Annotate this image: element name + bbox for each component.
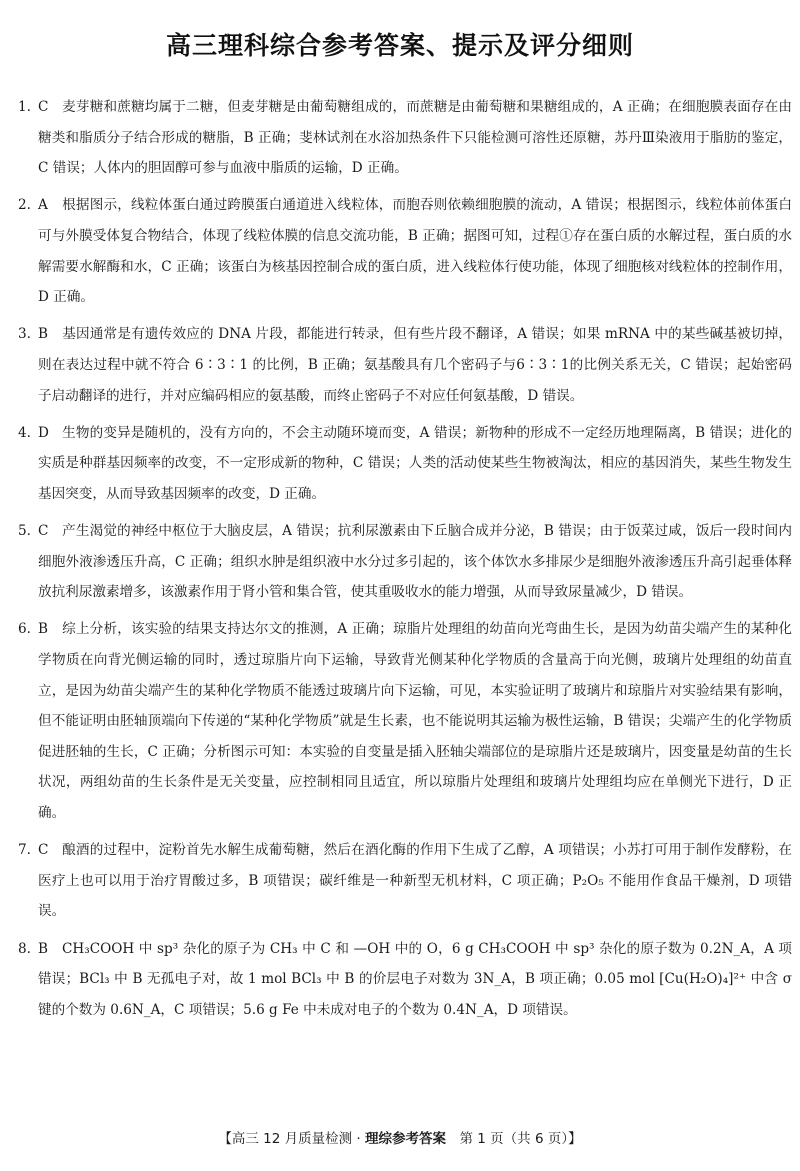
question-number: 5. [18,523,31,540]
answer-item-6 [18,614,792,828]
question-number: 8. [18,940,31,957]
explanation-text: 生物的变异是随机的，没有方向的，不会主动随环境而变，A 错误；新物种的形成不一定经历地理隔离，B 错误；进化的实质是种群基因频率的改变，不一定形成新的物种，C 错误；人类的活动使某些生物被淘汰，相应的基因消失，某些生物发生基因突变，从而导致基因频率的改变，D 正确。 [38,424,792,502]
answer-item-7 [18,835,792,927]
answer-item-1 [18,92,792,184]
explanation-text: 麦芽糖和蔗糖均属于二糖，但麦芽糖是由葡萄糖组成的，而蔗糖是由葡萄糖和果糖组成的，A 正确；在细胞膜表面存在由糖类和脂质分子结合形成的糖脂，B 正确；斐林试剂在水浴加热条件下只能检测可溶性还原糖，苏丹Ⅲ染液用于脂肪的鉴定，C 错误；人体内的胆固醇可参与血液中脂质的运输，D 正确。 [38,99,792,177]
answer-choice: C [38,842,49,859]
answer-item-4 [18,418,792,510]
answer-choice: C [38,99,49,115]
question-number: 6. [18,621,31,638]
explanation-text: 综上分析，该实验的结果支持达尔文的推测，A 正确；琼脂片处理组的幼苗向光弯曲生长，是因为幼苗尖端产生的某种化学物质在向背光侧运输的同时，透过琼脂片向下运输，导致背光侧某种化学物质的含量高于向光侧，玻璃片处理组的幼苗直立，是因为幼苗尖端产生的某种化学物质不能透过玻璃片向下运输，可见，本实验证明了玻璃片和琼脂片对实验结果有影响，但不能证明由胚轴顶端向下传递的“某种化学物质”就是生长素，也不能说明其运输为极性运输，B 错误；尖端产生的化学物质促进胚轴的生长，C 正确；分析图示可知：本实验的自变量是插入胚轴尖端部位的是琼脂片还是玻璃片，因变量是幼苗的生长状况，两组幼苗的生长条件是无关变量，应控制相同且适宜，所以琼脂片处理组和玻璃片处理组均应在单侧光下进行，D 正确。 [38,621,792,822]
answer-choice: C [38,523,49,540]
answer-list [18,92,792,1032]
explanation-text: 基因通常是有遗传效应的 DNA 片段，都能进行转录，但有些片段不翻译，A 错误；如果 mRNA 中的某些碱基被切掉，则在表达过程中就不符合 6∶3∶1 的比例，B 正确；氨基酸具有几个密码子与6∶3∶1的比例关系无关，C 错误；起始密码子启动翻译的进行，并对应编码相应的氨基酸，而终止密码子不对应任何氨基酸，D 错误。 [38,326,792,404]
answer-choice: B [38,326,48,343]
answer-choice: B [38,621,48,638]
explanation-text: 酿酒的过程中，淀粉首先水解生成葡萄糖，然后在酒化酶的作用下生成了乙醇，A 项错误；小苏打可用于制作发酵粉，在医疗上也可以用于治疗胃酸过多，B 项错误；碳纤维是一种新型无机材料，C 项正确；P₂O₅ 不能用作食品干燥剂，D 项错误。 [38,842,792,920]
question-number: 3. [18,326,31,343]
answer-item-8 [18,934,792,1026]
page-title: 高三理科综合参考答案、提示及评分细则 [165,31,634,60]
answer-choice: B [38,940,48,957]
question-number: 2. [18,197,31,214]
answer-choice: D [38,424,49,441]
page-footer [0,1127,800,1147]
footer-page-info: 第 1 页（共 6 页）】 [446,1131,582,1147]
footer-prefix: 【高三 12 月质量检测 · [218,1131,366,1147]
explanation-text: 根据图示，线粒体蛋白通过跨膜蛋白通道进入线粒体，而胞吞则依赖细胞膜的流动，A 错误；根据图示，线粒体前体蛋白可与外膜受体复合物结合，体现了线粒体膜的信息交流功能，B 正确；据图可知，过程①存在蛋白质的水解过程，蛋白质的水解需要水解酶和水，C 正确；该蛋白为核基因控制合成的蛋白质，进入线粒体行使功能，体现了细胞核对线粒体的控制作用，D 正确。 [38,197,792,306]
question-number: 4. [18,424,31,441]
explanation-text: CH₃COOH 中 sp³ 杂化的原子为 CH₃ 中 C 和 —OH 中的 O，6 g CH₃COOH 中 sp³ 杂化的原子数为 0.2N_A，A 项错误；BCl₃ 中 B 无孤电子对，故 1 mol BCl₃ 中 B 的价层电子对数为 3N_A，B 项正确；0.05 mol [Cu(H₂O)₄]²⁺ 中含 σ 键的个数为 0.6N_A，C 项错误；5.6 g Fe 中未成对电子的个数为 0.4N_A，D 项错误。 [38,940,792,1018]
question-number: 1. [18,99,31,115]
answer-item-5 [18,516,792,608]
answer-choice: A [38,197,48,214]
answer-item-2 [18,190,792,312]
question-number: 7. [18,842,31,859]
explanation-text: 产生渴觉的神经中枢位于大脑皮层，A 错误；抗利尿激素由下丘脑合成并分泌，B 错误；由于饭菜过咸，饭后一段时间内细胞外液渗透压升高，C 正确；组织水肿是组织液中水分过多引起的，该个体饮水多排尿少是细胞外液渗透压升高引起垂体释放抗利尿激素增多，该激素作用于肾小管和集合管，使其重吸收水的能力增强，从而导致尿量减少，D 错误。 [38,523,792,601]
answer-item-3 [18,319,792,411]
footer-subject: 理综参考答案 [365,1131,447,1147]
